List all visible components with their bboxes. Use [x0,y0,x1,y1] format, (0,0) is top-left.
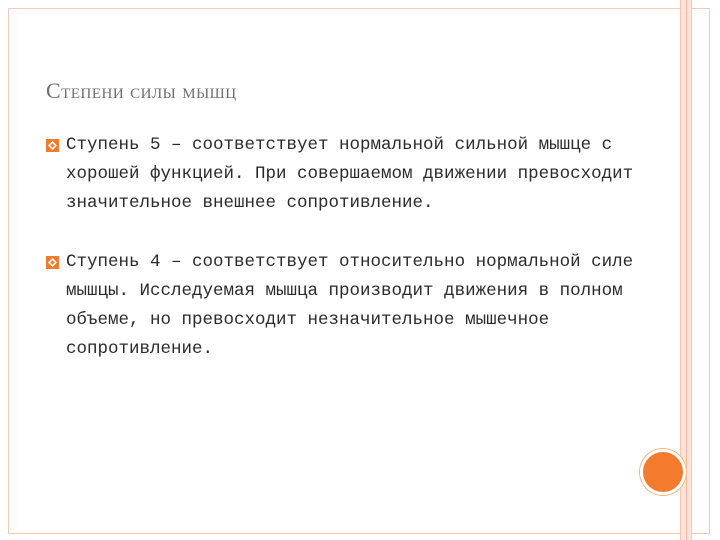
right-decorative-line [686,0,687,540]
slide-title: Степени силы мышц [46,78,237,103]
orange-diamond-bullet-icon [46,256,59,269]
bullet-item-1 [46,131,656,218]
bullet-item-2 [46,248,656,364]
bullet-list [46,131,656,394]
orange-diamond-bullet-icon [46,139,59,152]
orange-circle-decoration [640,449,686,495]
bullet-text-1: Ступень 5 – соответствует нормальной сильной мышце с хорошей функцией. При совершаемом движении превосходит значительное внешнее сопротивление. [66,135,634,213]
bullet-text-2: Ступень 4 – соответствует относительно нормальной силе мышцы. Исследуемая мышца производит движения в полном объеме, но превосходит незначительное мышечное сопротивление. [66,252,634,359]
